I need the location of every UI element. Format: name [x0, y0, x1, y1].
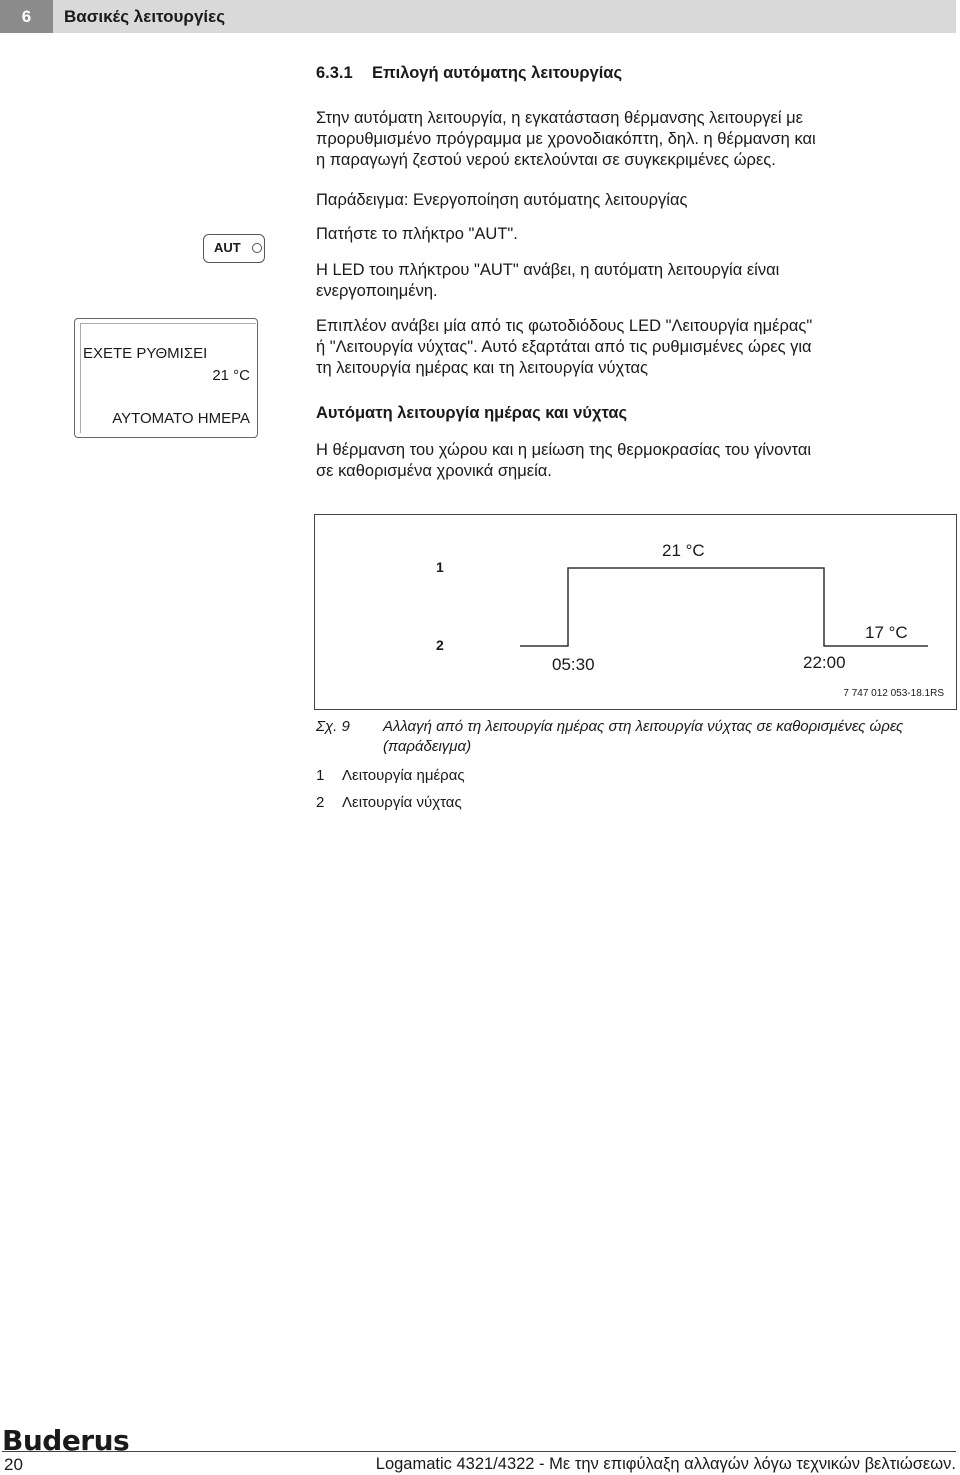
footer-note: Logamatic 4321/4322 - Με την επιφύλαξη αλλαγών λόγω τεχνικών βελτιώσεων.: [375, 1455, 956, 1473]
press-instruction: Πατήστε το πλήκτρο "AUT".: [316, 225, 518, 243]
night-temperature: 17 °C: [865, 623, 908, 642]
display-line-1: ΕΧΕΤΕ ΡΥΘΜΙΣΕΙ: [83, 345, 208, 362]
extra-line-2: ή "Λειτουργία νύχτας". Αυτό εξαρτάται από τις ρυθμισμένες ώρες για: [316, 338, 812, 356]
extra-line-3: τη λειτουργία ημέρας και τη λειτουργία νύχτας: [316, 359, 648, 377]
heating-line-1: Η θέρμανση του χώρου και η μείωση της θερμοκρασίας του γίνονται: [316, 441, 812, 459]
display-line-3: ΑΥΤΟΜΑΤΟ ΗΜΕΡΑ: [112, 410, 250, 427]
section-title: [316, 64, 622, 83]
intro-line-2: προρυθμισμένο πρόγραμμα με χρονοδιακόπτη, δηλ. η θέρμανση και: [316, 130, 816, 148]
chapter-title: Βασικές λειτουργίες: [64, 7, 226, 26]
legend-text-2: Λειτουργία νύχτας: [342, 794, 462, 811]
footer-divider: [2, 1451, 956, 1452]
section-number: 6.3.1: [316, 64, 353, 82]
legend-num-2: 2: [316, 794, 325, 811]
legend-text-1: Λειτουργία ημέρας: [342, 767, 465, 784]
heating-line-2: σε καθορισμένα χρονικά σημεία.: [316, 462, 552, 480]
figure-label-day: 1: [436, 559, 444, 575]
section-title-text: Επιλογή αυτόματης λειτουργίας: [372, 64, 623, 82]
legend-num-1: 1: [316, 767, 325, 784]
caption-line-2: (παράδειγμα): [383, 738, 472, 755]
time-start: 05:30: [552, 655, 595, 674]
buderus-logo: Buderus: [2, 1424, 130, 1457]
intro-line-1: Στην αυτόματη λειτουργία, η εγκατάσταση θέρμανσης λειτουργεί με: [316, 109, 803, 127]
chapter-number: 6: [0, 0, 53, 33]
extra-line-1: Επιπλέον ανάβει μία από τις φωτοδιόδους LED "Λειτουργία ημέρας": [316, 317, 813, 335]
figure-number: Σχ. 9: [316, 718, 350, 735]
display-line-2: 21 °C: [212, 367, 250, 384]
led-line-1: Η LED του πλήκτρου "AUT" ανάβει, η αυτόματη λειτουργία είναι: [316, 261, 780, 279]
subheading: Αυτόματη λειτουργία ημέρας και νύχτας: [316, 404, 628, 422]
caption-line-1: Αλλαγή από τη λειτουργία ημέρας στη λειτουργία νύχτας σε καθορισμένες ώρες: [383, 718, 904, 735]
figure-label-night: 2: [436, 637, 444, 653]
figure-code: 7 747 012 053-18.1RS: [843, 688, 944, 699]
example-line: Παράδειγμα: Ενεργοποίηση αυτόματης λειτουργίας: [316, 191, 688, 209]
page-number: 20: [4, 1455, 23, 1474]
time-program-diagram: [314, 514, 957, 710]
led-line-2: ενεργοποιημένη.: [316, 282, 438, 300]
led-icon: [252, 243, 262, 253]
aut-button-label: AUT: [214, 240, 241, 255]
time-end: 22:00: [803, 653, 846, 672]
day-temperature: 21 °C: [662, 541, 705, 560]
intro-line-3: η παραγωγή ζεστού νερού εκτελούνται σε συγκεκριμένες ώρες.: [316, 151, 776, 169]
